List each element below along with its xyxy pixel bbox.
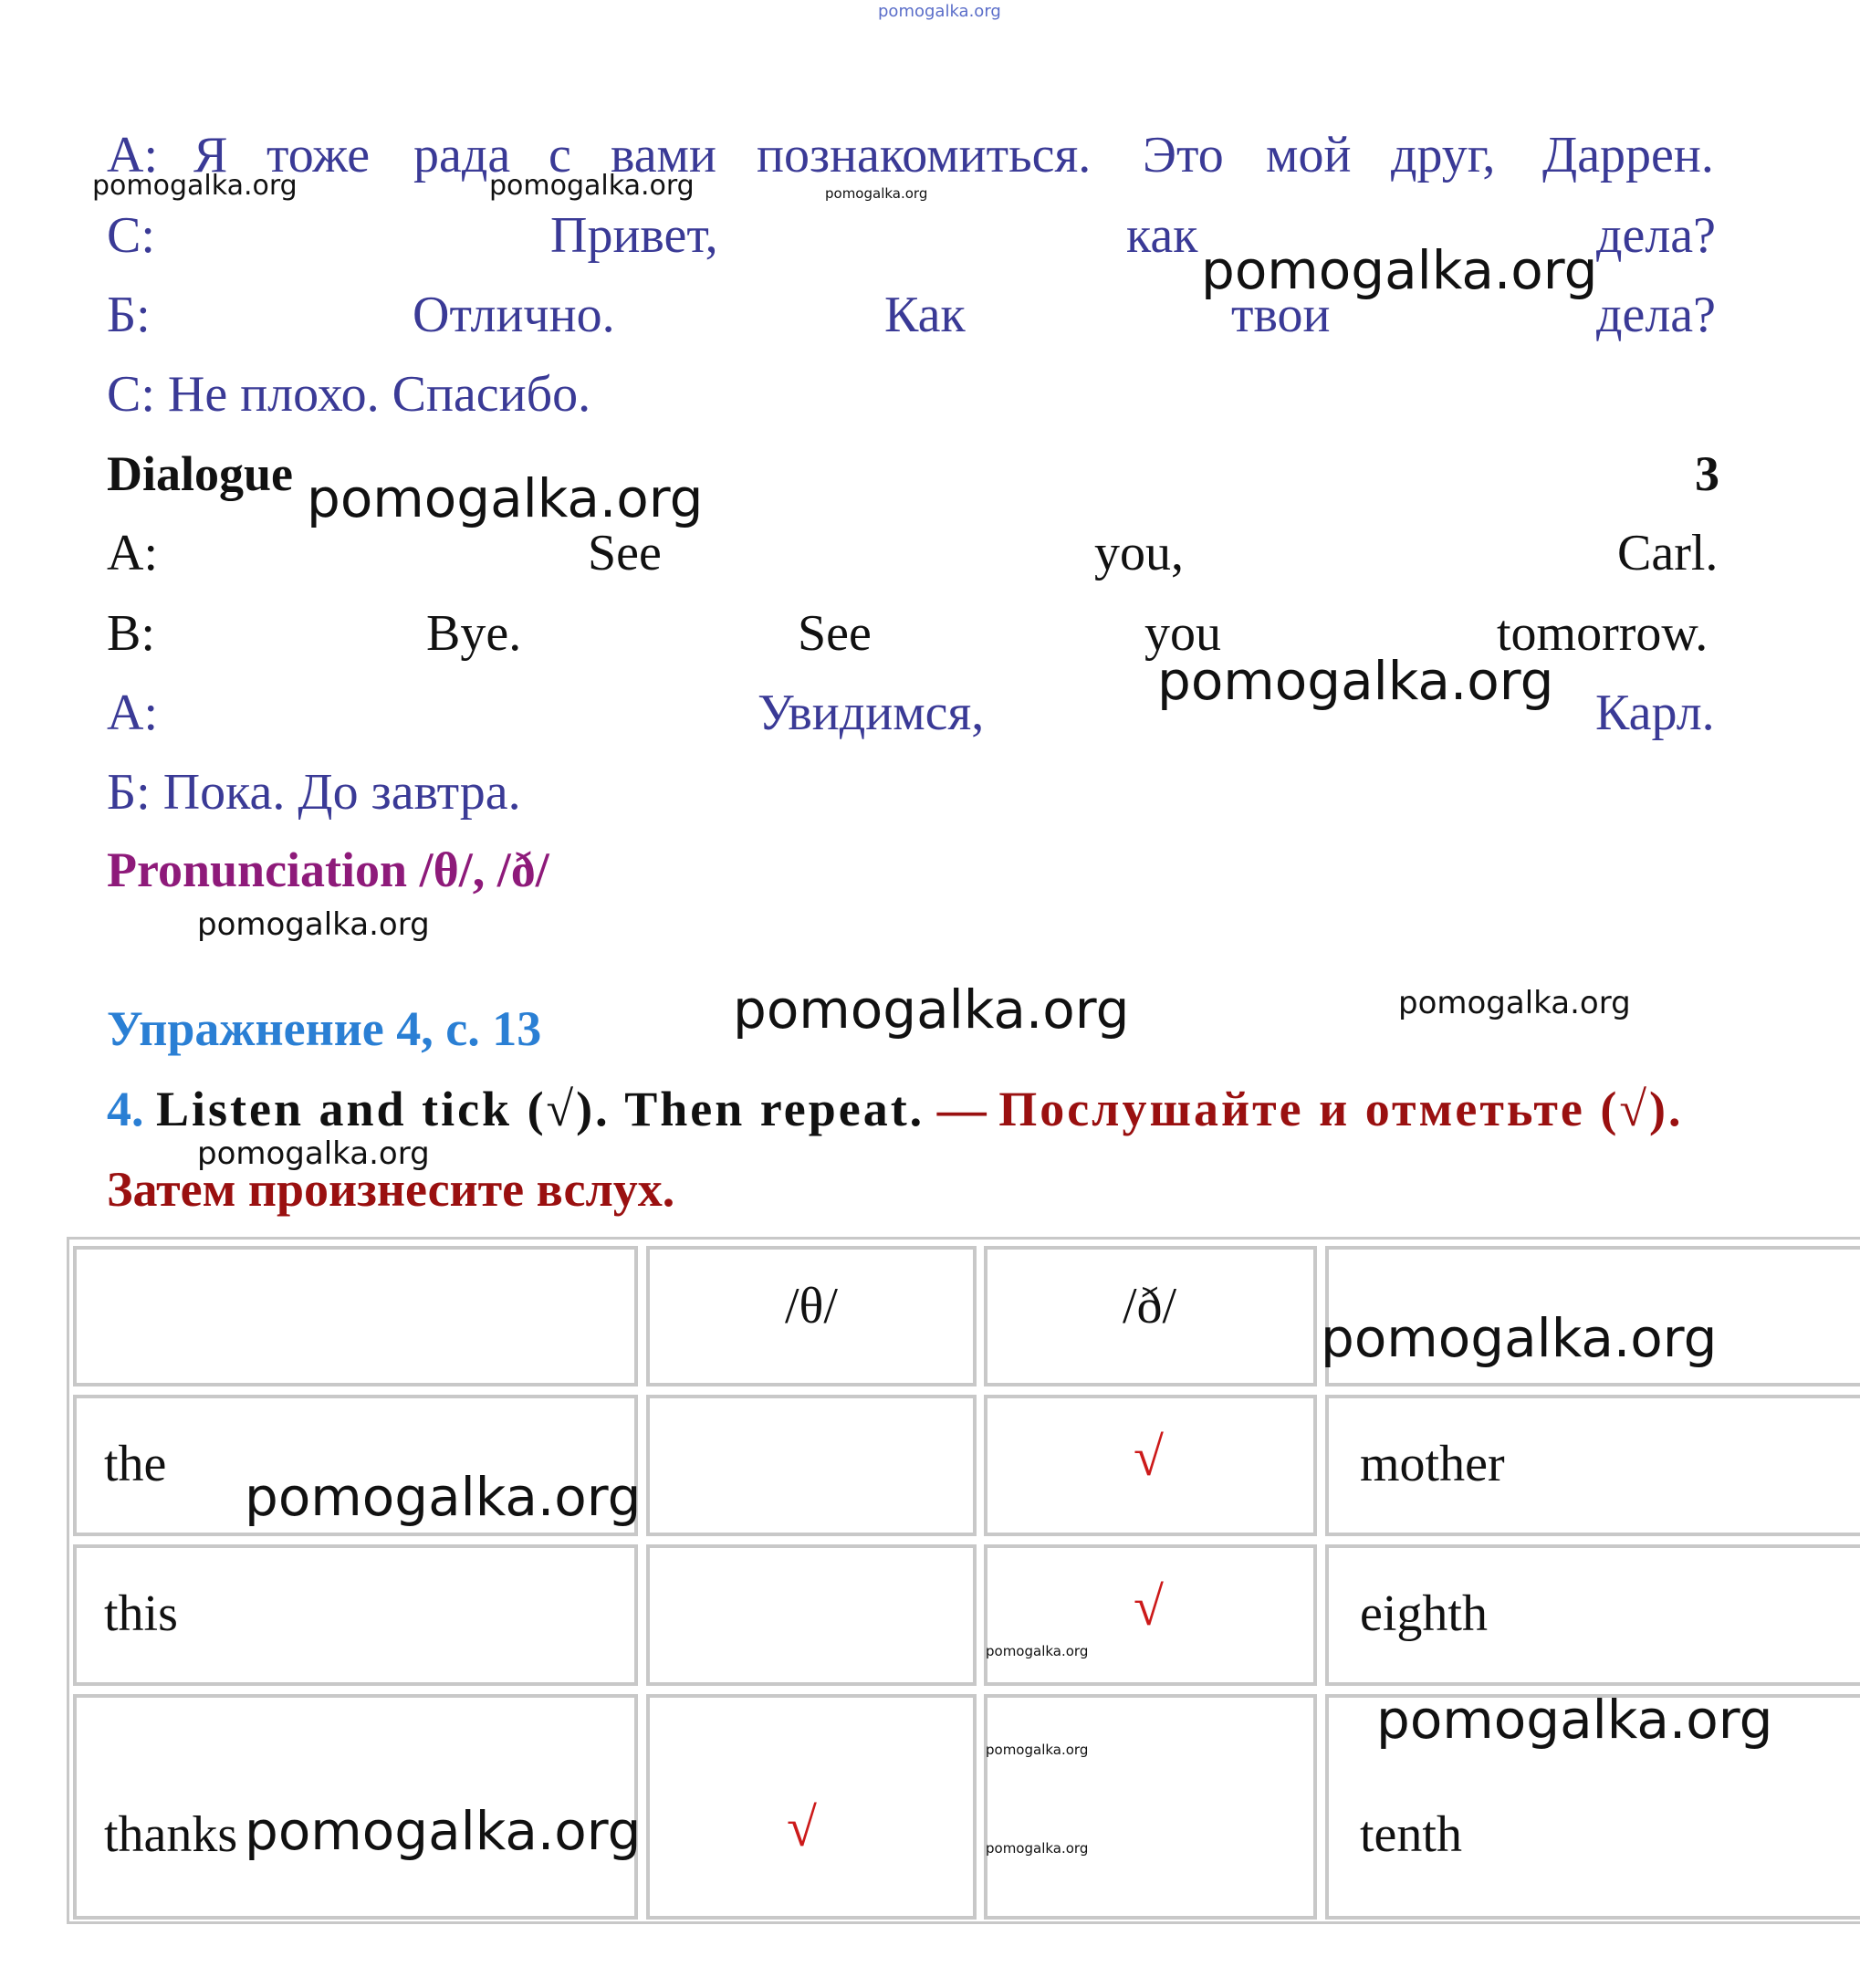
watermark: pomogalka.org xyxy=(245,1466,642,1528)
dialogue-line-a-en xyxy=(107,524,1720,588)
word: друг, xyxy=(1391,127,1496,183)
word: как xyxy=(1126,207,1198,264)
word: tomorrow. xyxy=(1497,605,1708,662)
speaker-label: А: xyxy=(107,127,158,183)
word: Отлично. xyxy=(413,287,615,343)
word: познакомиться. xyxy=(757,127,1092,183)
tick-mark: √ xyxy=(787,1797,817,1857)
table-header-cell xyxy=(73,1246,638,1386)
watermark: pomogalka.org xyxy=(307,467,704,529)
dialogue-title: Dialogue xyxy=(107,446,294,501)
word: твои xyxy=(1231,287,1331,343)
instruction-number: 4. xyxy=(107,1082,144,1136)
dialogue-line-c2-ru xyxy=(107,365,1720,429)
word: Это xyxy=(1143,127,1224,183)
word: вами xyxy=(611,127,716,183)
speaker-label: Б: xyxy=(107,287,151,343)
eth-cell xyxy=(984,1694,1317,1920)
dialogue-number: 3 xyxy=(1695,446,1719,501)
word: See xyxy=(798,605,872,662)
table-row xyxy=(73,1544,638,1686)
theta-cell xyxy=(646,1694,977,1920)
dialogue-line-a-ru xyxy=(107,126,1720,190)
eth-header: /ð/ xyxy=(1123,1278,1177,1334)
word: Bye. xyxy=(426,605,522,662)
watermark: pomogalka.org xyxy=(1376,1689,1773,1751)
instruction-line-1 xyxy=(107,1081,1683,1137)
watermark: pomogalka.org xyxy=(986,1742,1089,1758)
extra-word-cell xyxy=(1325,1544,1860,1686)
exercise-title: Упражнение 4, с. 13 xyxy=(107,1001,542,1056)
tick-mark: √ xyxy=(1134,1427,1164,1487)
dialogue-line-b-ru-3 xyxy=(107,763,1720,827)
eth-cell xyxy=(984,1544,1317,1686)
watermark: pomogalka.org xyxy=(1398,985,1631,1021)
instruction-dash: — xyxy=(936,1082,987,1136)
word: Carl. xyxy=(1617,525,1719,581)
speaker-label: A: xyxy=(107,525,158,581)
watermark: pomogalka.org xyxy=(733,978,1130,1041)
instruction-russian-1: Послушайте и отметьте (√). xyxy=(998,1082,1684,1136)
top-watermark: pomogalka.org xyxy=(878,2,1001,21)
word-cell: the xyxy=(104,1436,167,1492)
extra-word: tenth xyxy=(1360,1806,1462,1863)
pronunciation-heading: Pronunciation /θ/, /ð/ xyxy=(107,842,549,897)
speaker-label: С: xyxy=(107,207,155,264)
word: дела? xyxy=(1596,287,1717,343)
speaker-label: B: xyxy=(107,605,155,662)
word: Даррен. xyxy=(1542,127,1714,183)
watermark: pomogalka.org xyxy=(92,170,298,202)
watermark: pomogalka.org xyxy=(197,906,430,943)
word: с xyxy=(549,127,571,183)
word: you, xyxy=(1094,525,1184,581)
instruction-english: Listen and tick (√). Then repeat. xyxy=(156,1082,925,1136)
word: мой xyxy=(1266,127,1352,183)
table-header-cell xyxy=(646,1246,977,1386)
watermark: pomogalka.org xyxy=(197,1135,430,1172)
word-cell: this xyxy=(104,1585,178,1642)
word-cell: thanks xyxy=(104,1806,238,1863)
word: you xyxy=(1144,605,1221,662)
word: Привет, xyxy=(550,207,718,264)
word: Карл. xyxy=(1595,685,1715,741)
dialogue-text: С: Не плохо. Спасибо. xyxy=(107,366,591,423)
word: Увидимся, xyxy=(758,685,985,741)
watermark: pomogalka.org xyxy=(825,185,928,202)
tick-mark: √ xyxy=(1134,1576,1164,1637)
theta-cell xyxy=(646,1544,977,1686)
theta-header: /θ/ xyxy=(785,1278,838,1334)
theta-cell xyxy=(646,1395,977,1536)
watermark: pomogalka.org xyxy=(986,1643,1089,1659)
watermark: pomogalka.org xyxy=(1201,239,1598,301)
word: тоже xyxy=(266,127,371,183)
word: See xyxy=(588,525,662,581)
extra-word: eighth xyxy=(1360,1585,1488,1642)
instruction-russian-2: Затем произнесите вслух. xyxy=(107,1162,675,1217)
speaker-label: А: xyxy=(107,685,158,741)
word: дела? xyxy=(1596,207,1717,264)
watermark: pomogalka.org xyxy=(1157,650,1554,712)
word: рада xyxy=(413,127,511,183)
word: Как xyxy=(884,287,966,343)
watermark: pomogalka.org xyxy=(1321,1307,1718,1369)
eth-cell xyxy=(984,1395,1317,1536)
watermark: pomogalka.org xyxy=(986,1840,1089,1857)
dialogue-text: Б: Пока. До завтра. xyxy=(107,764,521,821)
word: Я xyxy=(193,127,228,183)
watermark: pomogalka.org xyxy=(489,170,695,202)
watermark: pomogalka.org xyxy=(245,1800,642,1862)
extra-word: mother xyxy=(1360,1436,1505,1492)
extra-word-cell xyxy=(1325,1395,1860,1536)
table-header-cell xyxy=(984,1246,1317,1386)
